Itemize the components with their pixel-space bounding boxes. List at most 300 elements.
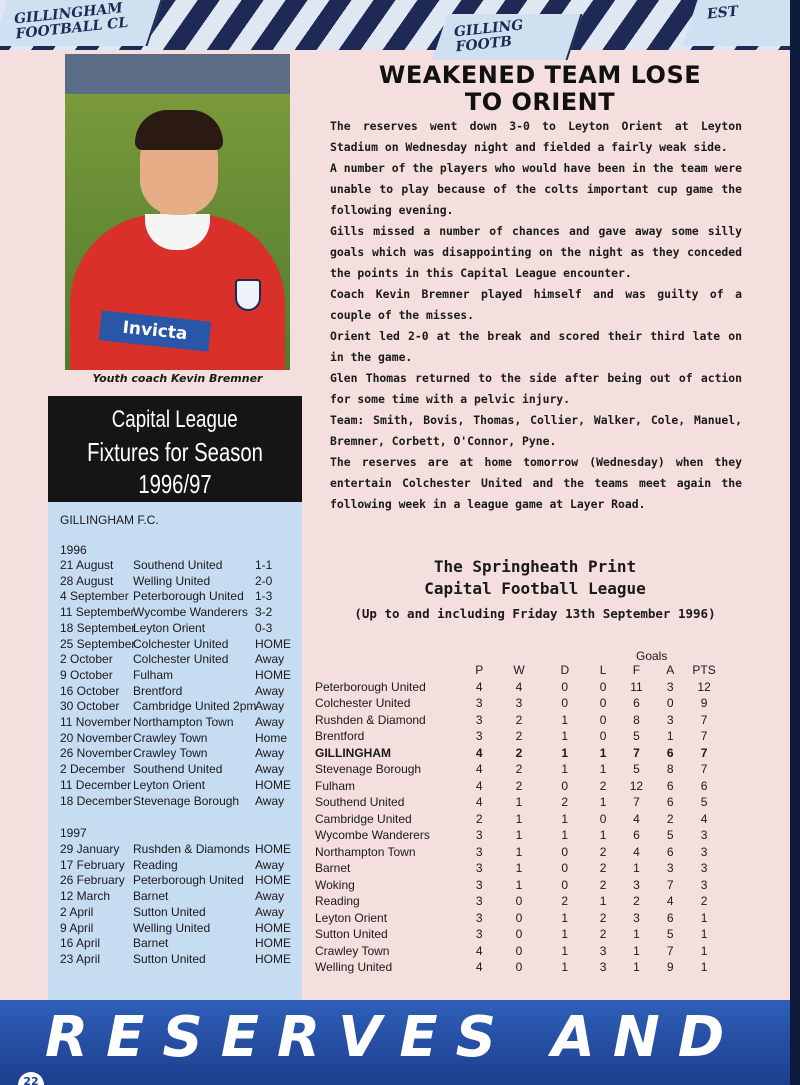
league-row: [315, 712, 720, 729]
league-stat-a: 5: [666, 927, 674, 941]
fixture-date: 11 September: [60, 605, 135, 620]
player-photo: [65, 54, 290, 370]
league-stat-f: 8: [633, 712, 640, 727]
league-stat-d: 0: [561, 877, 569, 892]
article-headline: [330, 62, 750, 116]
article-paragraph: The reserves went down 3-0 to Leyton Orient at Leyton Stadium on Wednesday night and fielded a fairly weak side.: [330, 119, 742, 154]
fixture-row: [60, 699, 300, 715]
fixture-row: [60, 652, 300, 668]
fixture-result: 1-1: [255, 558, 273, 572]
league-team-name: Crawley Town: [315, 943, 390, 958]
league-team-name: Southend United: [315, 795, 405, 809]
fixture-result: Away: [255, 683, 285, 698]
fixture-opponent: Rushden & Diamonds: [133, 842, 250, 856]
fixture-date: 28 August: [60, 573, 114, 588]
league-stat-f: 2: [633, 894, 640, 908]
league-stat-w: 4: [515, 679, 523, 694]
league-stat-f: 4: [633, 844, 640, 859]
club-crest-left: [0, 0, 162, 46]
fixture-result: HOME: [255, 936, 291, 951]
league-team-name: Fulham: [315, 778, 356, 793]
league-stat-w: 2: [515, 778, 523, 793]
fixture-result: HOME: [255, 667, 291, 682]
league-team-name: Brentford: [315, 729, 365, 743]
fixture-result: Away: [255, 715, 285, 730]
fixture-result: Away: [255, 857, 285, 872]
league-stat-a: 6: [666, 910, 674, 925]
league-stat-l: 3: [599, 960, 607, 974]
league-stat-f: 1: [633, 960, 640, 974]
league-row: [315, 860, 720, 877]
league-stat-l: 1: [599, 795, 607, 809]
league-team-name: Leyton Orient: [315, 910, 388, 925]
league-stat-d: 1: [561, 943, 569, 958]
league-stat-a: 6: [666, 844, 674, 859]
league-row: [315, 794, 720, 811]
league-stat-f: 11: [630, 679, 643, 694]
fixture-opponent: Crawley Town: [133, 746, 208, 761]
fixture-result: Away: [255, 746, 285, 761]
league-stat-p: 4: [475, 960, 483, 974]
league-column-header: F: [632, 663, 641, 677]
league-stat-a: 6: [666, 745, 674, 760]
league-row: [315, 893, 720, 910]
league-team-name: Barnet: [315, 861, 351, 875]
league-stat-l: 0: [599, 696, 607, 710]
league-stat-w: 0: [515, 910, 523, 925]
fixture-row: [60, 762, 300, 778]
league-column-header: L: [599, 663, 607, 677]
league-stat-pts: 7: [700, 745, 708, 760]
fixture-opponent: Brentford: [133, 683, 183, 698]
fixture-row: [60, 731, 300, 747]
league-stat-d: 2: [561, 795, 569, 809]
league-stat-p: 3: [475, 729, 483, 743]
fixture-opponent: Sutton United: [133, 951, 206, 966]
fixture-date: 11 November: [60, 715, 132, 730]
league-stat-d: 1: [561, 729, 569, 743]
league-stat-pts: 3: [700, 861, 708, 875]
league-stat-pts: 7: [700, 729, 708, 743]
league-stat-a: 4: [666, 894, 674, 908]
league-row: [315, 844, 720, 861]
photo-hair: [135, 110, 223, 150]
league-stat-d: 1: [561, 745, 569, 760]
league-stat-l: 3: [599, 943, 607, 958]
goals-header: Goals: [636, 649, 668, 663]
league-stat-w: 2: [515, 762, 523, 776]
league-row: [315, 943, 720, 960]
league-stat-p: 3: [475, 712, 483, 727]
league-stat-f: 3: [633, 910, 640, 925]
fixture-opponent: Colchester United: [133, 652, 229, 667]
league-stat-w: 1: [515, 811, 523, 826]
fixture-opponent: Welling United: [133, 920, 211, 935]
fixture-date: 18 September: [60, 620, 136, 635]
article-paragraph: Orient led 2-0 at the break and scored their third late on in the game.: [330, 329, 742, 364]
fixture-date: 2 April: [60, 904, 94, 919]
league-stat-l: 2: [599, 844, 607, 859]
fixture-row: [60, 621, 300, 637]
league-stat-w: 1: [515, 844, 523, 859]
fixture-opponent: Southend United: [133, 762, 223, 777]
photo-caption: Youth coach Kevin Bremner: [92, 372, 263, 385]
league-stat-p: 4: [475, 762, 483, 776]
fixture-opponent: Northampton Town: [133, 715, 234, 730]
league-stat-l: 2: [599, 927, 607, 941]
league-stat-pts: 3: [700, 877, 708, 892]
fixture-date: 23 April: [60, 951, 101, 966]
league-team-name: Northampton Town: [315, 844, 416, 859]
fixtures-year-1996: 1996: [60, 543, 87, 557]
league-team-name: GILLINGHAM: [315, 745, 391, 760]
league-row: [315, 728, 720, 745]
league-stat-f: 1: [633, 943, 640, 958]
league-stat-pts: 9: [700, 696, 708, 710]
league-stat-a: 3: [666, 861, 674, 875]
league-stat-pts: 12: [697, 679, 711, 694]
fixture-row: [60, 842, 300, 858]
league-stat-l: 0: [599, 811, 607, 826]
crest-text: GILLINGHAM FOOTBALL CL: [13, 0, 129, 43]
fixtures-title-line-2: Fixtures for Season 1996/97: [87, 437, 263, 499]
fixture-opponent: Fulham: [133, 667, 174, 682]
fixture-result: 3-2: [255, 605, 273, 620]
article-paragraph: Coach Kevin Bremner played himself and was guilty of a couple of the misses.: [330, 287, 742, 322]
league-team-name: Woking: [315, 877, 355, 892]
fixture-row: [60, 715, 300, 731]
fixture-row: [60, 778, 300, 794]
page-number: 22: [18, 1072, 44, 1085]
fixture-result: Away: [255, 699, 285, 714]
fixture-result: HOME: [255, 842, 291, 856]
fixture-row: [60, 905, 300, 921]
league-row: [315, 811, 720, 828]
league-stat-pts: 6: [700, 778, 708, 793]
league-stat-w: 0: [515, 960, 523, 974]
league-table: [315, 662, 720, 976]
league-stat-f: 6: [633, 696, 640, 710]
league-row: [315, 877, 720, 894]
fixture-date: 16 April: [60, 936, 101, 951]
league-stat-l: 2: [599, 877, 607, 892]
league-stat-f: 7: [633, 795, 640, 809]
fixture-result: Away: [255, 889, 285, 904]
league-stat-d: 0: [561, 679, 569, 694]
league-stat-p: 4: [475, 778, 483, 793]
fixture-row: [60, 605, 300, 621]
league-row: [315, 910, 720, 927]
league-row: [315, 745, 720, 762]
fixture-date: 18 December: [60, 793, 133, 808]
headline-line-1: WEAKENED TEAM LOSE: [378, 61, 702, 89]
fixture-date: 30 October: [60, 699, 120, 714]
league-stat-pts: 1: [700, 943, 708, 958]
league-stat-l: 2: [599, 910, 607, 925]
league-stat-l: 1: [599, 745, 607, 760]
league-stat-w: 0: [515, 943, 523, 958]
crest-text: GILLING FOOTB: [453, 17, 525, 56]
fixture-result: Home: [255, 730, 288, 745]
fixture-date: 20 November: [60, 730, 133, 745]
league-stat-d: 1: [561, 828, 569, 842]
fixture-row: [60, 889, 300, 905]
league-stat-w: 3: [515, 696, 523, 710]
league-stat-p: 3: [475, 910, 483, 925]
fixtures-list-1996: [60, 558, 300, 809]
article-paragraph: Gills missed a number of chances and gave away some silly goals which was disappointing on the night as they conceded the points in this Capital League encounter.: [330, 224, 742, 280]
league-team-name: Wycombe Wanderers: [315, 828, 430, 842]
league-stat-pts: 3: [700, 828, 708, 842]
league-stat-pts: 7: [700, 712, 708, 727]
league-stat-d: 0: [561, 778, 569, 793]
fixture-opponent: Crawley Town: [133, 730, 208, 745]
league-stat-f: 12: [629, 778, 644, 793]
headline-line-2: TO ORIENT: [464, 88, 616, 116]
league-row: [315, 761, 720, 778]
league-stat-a: 7: [666, 943, 674, 958]
league-team-name: Stevenage Borough: [315, 762, 422, 776]
fixture-row: [60, 858, 300, 874]
league-stat-a: 7: [666, 877, 674, 892]
league-stat-pts: 5: [700, 795, 708, 809]
league-stat-p: 3: [475, 696, 483, 710]
article-paragraph: Glen Thomas returned to the side after being out of action for some time with a pelvic injury.: [330, 371, 742, 406]
fixture-opponent: Colchester United: [133, 636, 229, 651]
league-stat-w: 2: [515, 712, 523, 727]
fixture-row: [60, 952, 300, 968]
bottom-banner-text: RESERVES AND: [45, 1005, 743, 1070]
fixture-result: 2-0: [255, 573, 273, 588]
fixture-date: 11 December: [60, 777, 132, 792]
fixture-result: Away: [255, 793, 285, 808]
league-stat-p: 2: [475, 811, 483, 826]
league-column-header: [315, 662, 464, 679]
fixture-result: HOME: [255, 873, 291, 888]
league-stat-p: 3: [475, 927, 483, 941]
league-team-name: Cambridge United: [315, 811, 412, 826]
league-row: [315, 827, 720, 844]
league-stat-a: 3: [666, 712, 674, 727]
club-badge-icon: [235, 279, 261, 311]
fixture-row: [60, 637, 300, 653]
fixture-result: Away: [255, 762, 285, 777]
league-stat-d: 1: [561, 960, 569, 974]
league-column-header: PTS: [692, 663, 716, 677]
fixture-result: Away: [255, 904, 285, 919]
league-stat-w: 0: [515, 894, 523, 908]
league-stat-l: 2: [599, 861, 607, 875]
league-stat-a: 3: [666, 679, 674, 694]
league-stat-f: 7: [633, 745, 640, 760]
fixture-opponent: Leyton Orient: [133, 620, 206, 635]
league-stat-w: 2: [515, 745, 523, 760]
league-column-header: D: [560, 663, 570, 677]
league-stat-p: 3: [475, 894, 483, 908]
league-stat-pts: 3: [700, 844, 708, 859]
fixtures-year-1997: 1997: [60, 826, 87, 840]
fixture-result: 0-3: [255, 620, 273, 635]
league-stat-pts: 1: [700, 960, 708, 974]
league-stat-f: 1: [633, 927, 640, 941]
league-team-name: Reading: [315, 894, 360, 908]
fixture-opponent: Leyton Orient: [133, 777, 206, 792]
fixture-date: 16 October: [60, 683, 120, 698]
league-stat-l: 1: [599, 828, 607, 842]
fixture-date: 2 December: [60, 762, 126, 777]
fixture-opponent: Peterborough United: [133, 873, 244, 888]
photo-stand: [65, 54, 290, 94]
fixture-result: HOME: [255, 920, 291, 935]
league-stat-p: 3: [475, 861, 483, 875]
league-team-name: Colchester United: [315, 696, 411, 710]
fixture-row: [60, 746, 300, 762]
league-stat-d: 1: [561, 762, 569, 776]
fixture-opponent: Barnet: [133, 936, 169, 951]
league-stat-pts: 1: [700, 927, 708, 941]
fixture-opponent: Sutton United: [133, 904, 206, 919]
fixture-row: [60, 921, 300, 937]
league-stat-d: 1: [561, 712, 569, 727]
fixtures-club-name: GILLINGHAM F.C.: [60, 513, 159, 527]
league-title-line-2: Capital Football League: [424, 579, 646, 598]
fixture-opponent: Reading: [133, 857, 178, 872]
fixture-row: [60, 794, 300, 810]
article-body: [330, 116, 742, 515]
league-stat-w: 1: [515, 877, 523, 892]
article-paragraph: The reserves are at home tomorrow (Wednesday) when they entertain Colchester United and the teams meet again the following week in a league game at Layer Road.: [330, 455, 742, 511]
league-stat-a: 9: [666, 960, 674, 974]
fixtures-title-line-1: Capital League: [112, 406, 238, 433]
league-stat-a: 2: [666, 811, 674, 826]
fixture-row: [60, 589, 300, 605]
league-stat-d: 0: [561, 861, 569, 875]
league-team-name: Sutton United: [315, 927, 388, 941]
league-stat-l: 2: [599, 778, 607, 793]
league-row: [315, 959, 720, 976]
league-stat-a: 0: [666, 696, 674, 710]
league-row: [315, 926, 720, 943]
fixture-date: 4 September: [60, 589, 129, 604]
league-stat-l: 0: [599, 712, 607, 727]
article-paragraph: A number of the players who would have been in the team were unable to play because of the colts important cup game the following evening.: [330, 161, 742, 217]
league-stat-l: 1: [599, 762, 607, 776]
league-stat-p: 3: [475, 844, 483, 859]
fixture-date: 26 February: [60, 873, 125, 888]
league-stat-f: 3: [633, 877, 640, 892]
league-column-header: P: [475, 663, 484, 677]
fixture-date: 21 August: [60, 558, 114, 572]
fixture-row: [60, 936, 300, 952]
league-subtitle: (Up to and including Friday 13th September 1996): [354, 606, 716, 621]
league-stat-w: 0: [515, 927, 523, 941]
fixture-date: 9 October: [60, 667, 113, 682]
league-stat-pts: 2: [700, 894, 708, 908]
league-stat-p: 4: [475, 745, 483, 760]
league-row: [315, 679, 720, 696]
league-stat-f: 5: [633, 729, 640, 743]
crest-text: EST: [706, 3, 739, 23]
fixture-date: 2 October: [60, 652, 113, 667]
fixture-opponent: Peterborough United: [133, 589, 244, 604]
fixture-result: 1-3: [255, 589, 273, 604]
league-stat-w: 1: [515, 828, 523, 842]
league-stat-a: 8: [666, 762, 674, 776]
league-stat-a: 6: [666, 778, 674, 793]
league-stat-pts: 4: [700, 811, 708, 826]
fixture-row: [60, 668, 300, 684]
league-stat-w: 1: [515, 795, 523, 809]
fixture-opponent: Welling United: [133, 573, 211, 588]
league-row: [315, 695, 720, 712]
league-header-row: [315, 662, 720, 679]
fixture-row: [60, 574, 300, 590]
fixtures-title-box: [48, 396, 302, 502]
league-stat-d: 1: [561, 811, 569, 826]
fixture-opponent: Barnet: [133, 889, 169, 904]
league-stat-f: 4: [633, 811, 640, 826]
league-team-name: Welling United: [315, 960, 393, 974]
league-stat-l: 0: [599, 679, 607, 694]
article-paragraph: Team: Smith, Bovis, Thomas, Collier, Walker, Cole, Manuel, Bremner, Corbett, O'Connor, Pyne.: [330, 413, 742, 448]
shirt-sponsor: Invicta: [99, 310, 212, 351]
league-row: [315, 778, 720, 795]
league-title: [315, 556, 755, 600]
club-crest-right: [683, 0, 800, 46]
league-stat-d: 0: [561, 844, 569, 859]
fixture-opponent: Southend United: [133, 558, 223, 572]
league-stat-pts: 1: [700, 910, 708, 925]
league-stat-a: 6: [666, 795, 674, 809]
league-stat-d: 1: [561, 927, 569, 941]
page-edge: [790, 0, 800, 1085]
league-column-header: A: [666, 663, 675, 677]
league-stat-l: 1: [599, 894, 607, 908]
fixture-result: HOME: [255, 636, 291, 651]
league-stat-p: 3: [475, 877, 483, 892]
fixture-row: [60, 684, 300, 700]
fixture-opponent: Stevenage Borough: [133, 793, 240, 808]
league-title-line-1: The Springheath Print: [433, 557, 637, 576]
league-stat-w: 1: [515, 861, 523, 875]
fixtures-list-1997: [60, 842, 300, 968]
league-stat-l: 0: [599, 729, 607, 743]
league-stat-a: 1: [666, 729, 674, 743]
league-stat-f: 6: [633, 828, 640, 842]
fixture-opponent: Wycombe Wanderers: [133, 605, 248, 620]
league-stat-p: 4: [475, 679, 483, 694]
fixture-row: [60, 558, 300, 574]
fixture-date: 9 April: [60, 920, 94, 935]
fixture-result: Away: [255, 652, 285, 667]
league-stat-pts: 7: [700, 762, 708, 776]
league-stat-p: 4: [475, 943, 483, 958]
league-stat-p: 4: [475, 795, 483, 809]
fixture-date: 12 March: [60, 889, 111, 904]
fixture-row: [60, 873, 300, 889]
fixture-date: 17 February: [60, 857, 125, 872]
league-stat-f: 5: [633, 762, 640, 776]
league-stat-p: 3: [475, 828, 483, 842]
league-stat-f: 1: [633, 861, 640, 875]
league-stat-w: 2: [515, 729, 523, 743]
fixture-result: HOME: [255, 777, 291, 792]
league-stat-d: 2: [561, 894, 569, 908]
league-stat-a: 5: [666, 828, 674, 842]
league-team-name: Rushden & Diamond: [315, 712, 426, 727]
league-team-name: Peterborough United: [315, 679, 426, 694]
league-stat-d: 0: [561, 696, 569, 710]
